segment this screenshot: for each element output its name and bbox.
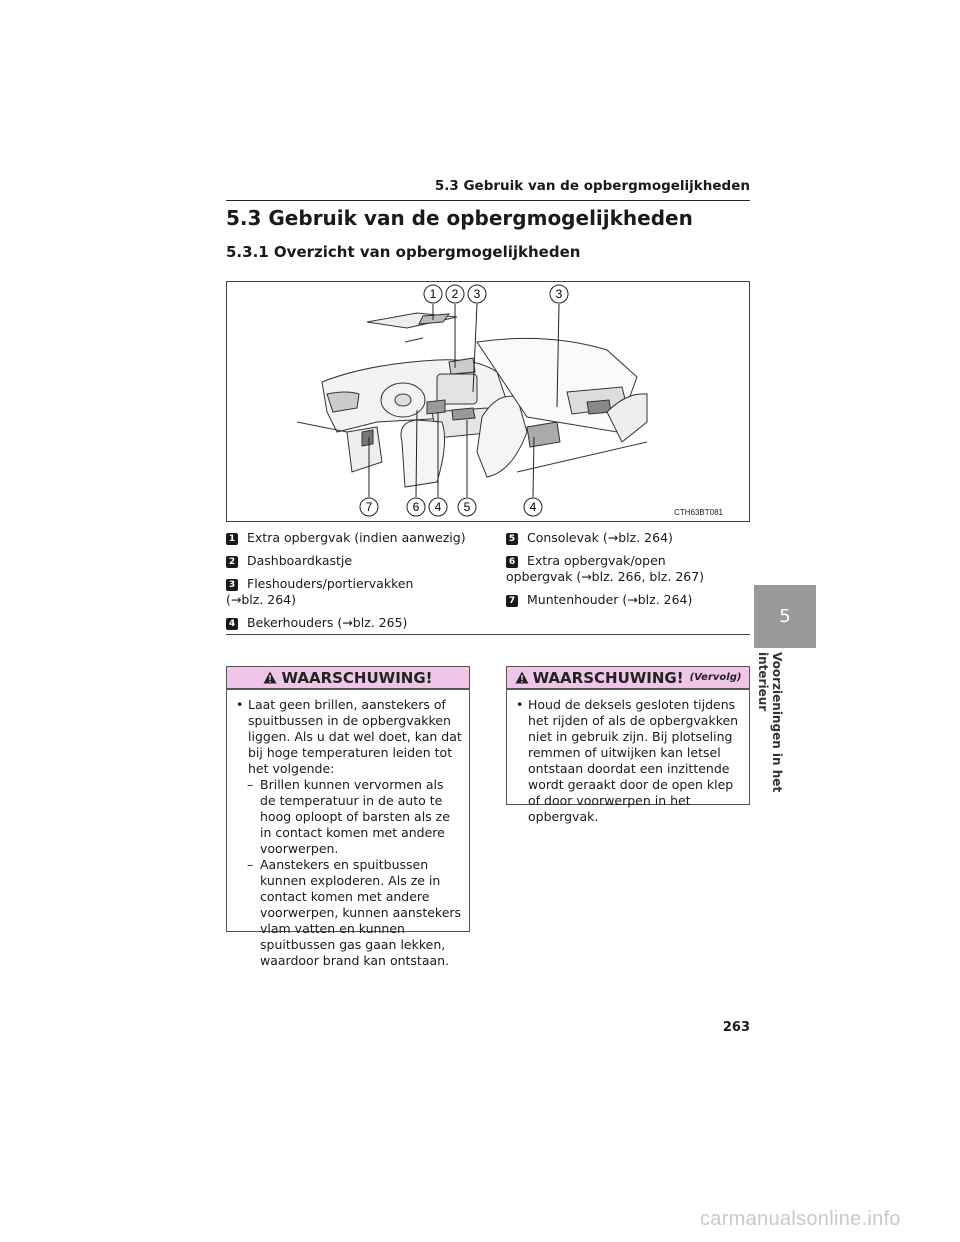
number-badge: 3	[226, 579, 238, 591]
section-subtitle: 5.3.1 Overzicht van opbergmogelijkheden	[226, 243, 581, 261]
svg-text:7: 7	[365, 500, 373, 514]
svg-text:4: 4	[434, 500, 442, 514]
legend-text: Consolevak (→blz. 264)	[527, 530, 673, 545]
legend-text: Muntenhouder (→blz. 264)	[527, 592, 693, 607]
callout-3a	[468, 285, 486, 303]
number-badge: 4	[226, 618, 238, 630]
legend-item	[226, 615, 492, 631]
number-badge: 6	[506, 556, 518, 568]
legend-text: Extra opbergvak (indien aanwezig)	[247, 530, 466, 545]
callout-4b	[524, 498, 542, 516]
svg-text:2: 2	[451, 287, 459, 301]
number-badge: 7	[506, 595, 518, 607]
legend-item	[226, 576, 426, 608]
warning-header	[227, 667, 469, 690]
page-title: 5.3 Gebruik van de opbergmogelijkheden	[226, 206, 693, 230]
callout-6	[407, 498, 425, 516]
warning-bullet: • Laat geen brillen, aanstekers of spuitbussen in de opbergvakken liggen. Als u dat wel doet, kan dat bij hoge temperaturen leiden tot het volgende:	[234, 697, 463, 777]
legend-item	[506, 530, 750, 546]
callout-3b	[550, 285, 568, 303]
callout-4a	[429, 498, 447, 516]
callout-2	[446, 285, 464, 303]
svg-text:5: 5	[463, 500, 471, 514]
legend-text: Extra opbergvak/open opbergvak (→blz. 266, blz. 267)	[506, 553, 705, 584]
car-interior-drawing	[227, 282, 751, 523]
svg-text:3: 3	[473, 287, 481, 301]
number-badge: 1	[226, 533, 238, 545]
callout-5	[458, 498, 476, 516]
continued-label: (Vervolg)	[689, 672, 742, 683]
legend-item	[506, 592, 750, 608]
interior-illustration	[226, 281, 750, 522]
svg-text:3: 3	[555, 287, 563, 301]
warning-title: WAARSCHUWING!	[281, 668, 433, 687]
legend-item	[226, 530, 492, 546]
warning-header	[507, 667, 749, 690]
warning-subitem: – Brillen kunnen vervormen als de temperatuur in de auto te hoog oploopt of barsten als ze in contact komen met andere voorwerpen.	[234, 777, 463, 857]
warning-box-continued	[506, 666, 750, 824]
warning-title: WAARSCHUWING!	[532, 668, 684, 687]
legend-right-column	[506, 530, 750, 615]
svg-text:4: 4	[529, 500, 537, 514]
svg-text:1: 1	[429, 287, 437, 301]
warning-subitem: – Aanstekers en spuitbussen kunnen exploderen. Als ze in contact komen met andere voorwerpen, kunnen aanstekers vlam vatten en kunnen spuitbussen gas gaan lekken, waardoor brand kan ontstaan.	[234, 857, 463, 969]
callout-1	[424, 285, 442, 303]
legend-item	[506, 553, 726, 585]
divider	[226, 634, 750, 635]
number-badge: 5	[506, 533, 518, 545]
page-number: 263	[722, 1020, 750, 1035]
legend-text: Dashboardkastje	[247, 553, 353, 568]
warning-triangle-icon	[515, 671, 529, 684]
warning-triangle-icon	[263, 671, 277, 684]
legend-text: Bekerhouders (→blz. 265)	[247, 615, 408, 630]
callout-7	[360, 498, 378, 516]
chapter-label: Voorzieningen in het interieur	[756, 652, 784, 793]
legend-item	[226, 553, 492, 569]
legend-left-column	[226, 530, 492, 638]
legend-text: Fleshouders/portiervakken (→blz. 264)	[226, 576, 414, 607]
warning-bullet: • Houd de deksels gesloten tijdens het rijden of als de opbergvakken niet in gebruik zijn. Bij plotseling remmen of uitwijken kan letsel ontstaan doordat een inzittende wordt geraakt door de open klep of door voorwerpen in het opbergvak.	[514, 697, 743, 825]
number-badge: 2	[226, 556, 238, 568]
figure-code: CTH63BT081	[674, 508, 723, 517]
watermark: carmanualsonline.info	[700, 1208, 901, 1230]
chapter-tab: 5	[754, 585, 816, 648]
running-head: 5.3 Gebruik van de opbergmogelijkheden	[226, 178, 750, 201]
warning-box	[226, 666, 470, 968]
svg-text:6: 6	[412, 500, 420, 514]
